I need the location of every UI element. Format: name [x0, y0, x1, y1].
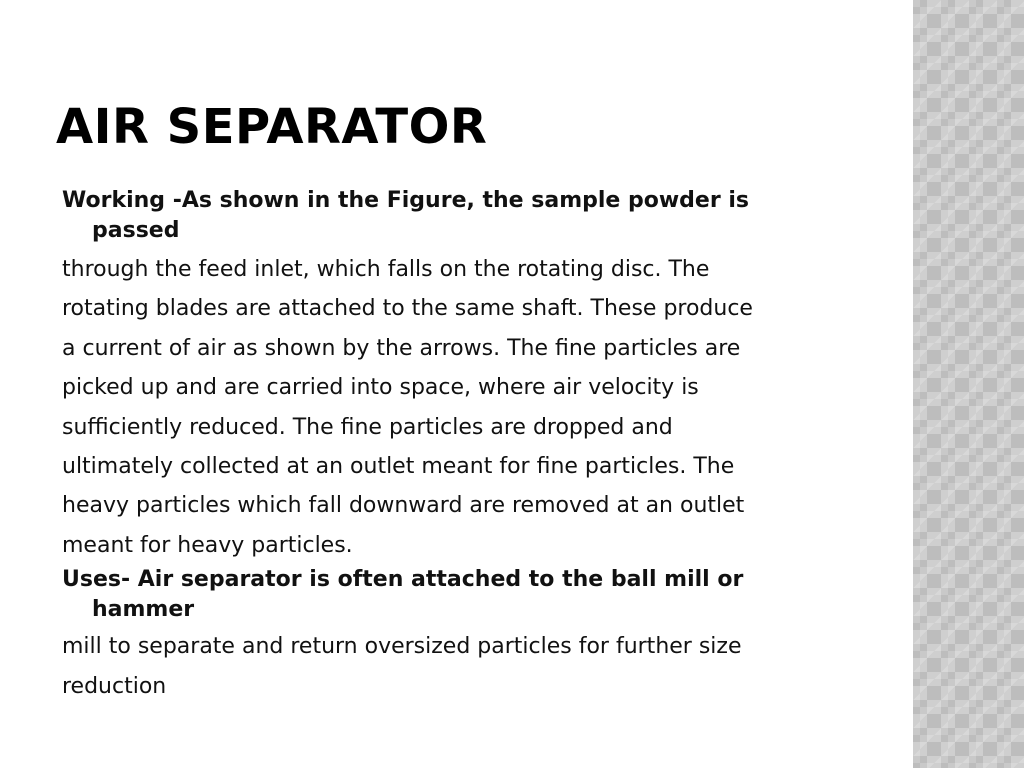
body-line: through the feed inlet, which falls on the rotating disc. The — [62, 257, 710, 282]
working-heading-line: Working -As shown in the Figure, the sample powder is passed — [62, 188, 749, 243]
body-line: a current of air as shown by the arrows. The fine particles are — [62, 335, 741, 361]
slide-title: AIR SEPARATOR — [56, 99, 488, 155]
slide-body — [62, 186, 862, 706]
uses-heading-line: Uses- Air separator is often attached to the ball mill or hammer — [62, 567, 744, 623]
body-line: heavy particles which fall downward are removed at an outlet — [62, 493, 745, 519]
body-line: reduction — [62, 673, 167, 699]
body-line: mill to separate and return oversized particles for further size — [62, 634, 742, 660]
body-line: meant for heavy particles. — [62, 532, 353, 558]
body-line: ultimately collected at an outlet meant for fine particles. The — [62, 454, 735, 480]
decorative-side-panel — [913, 0, 1024, 768]
body-line: rotating blades are attached to the same shaft. These produce — [62, 296, 753, 322]
body-line: sufficiently reduced. The fine particles are dropped and — [62, 414, 673, 440]
body-line: picked up and are carried into space, where air velocity is — [62, 375, 699, 401]
